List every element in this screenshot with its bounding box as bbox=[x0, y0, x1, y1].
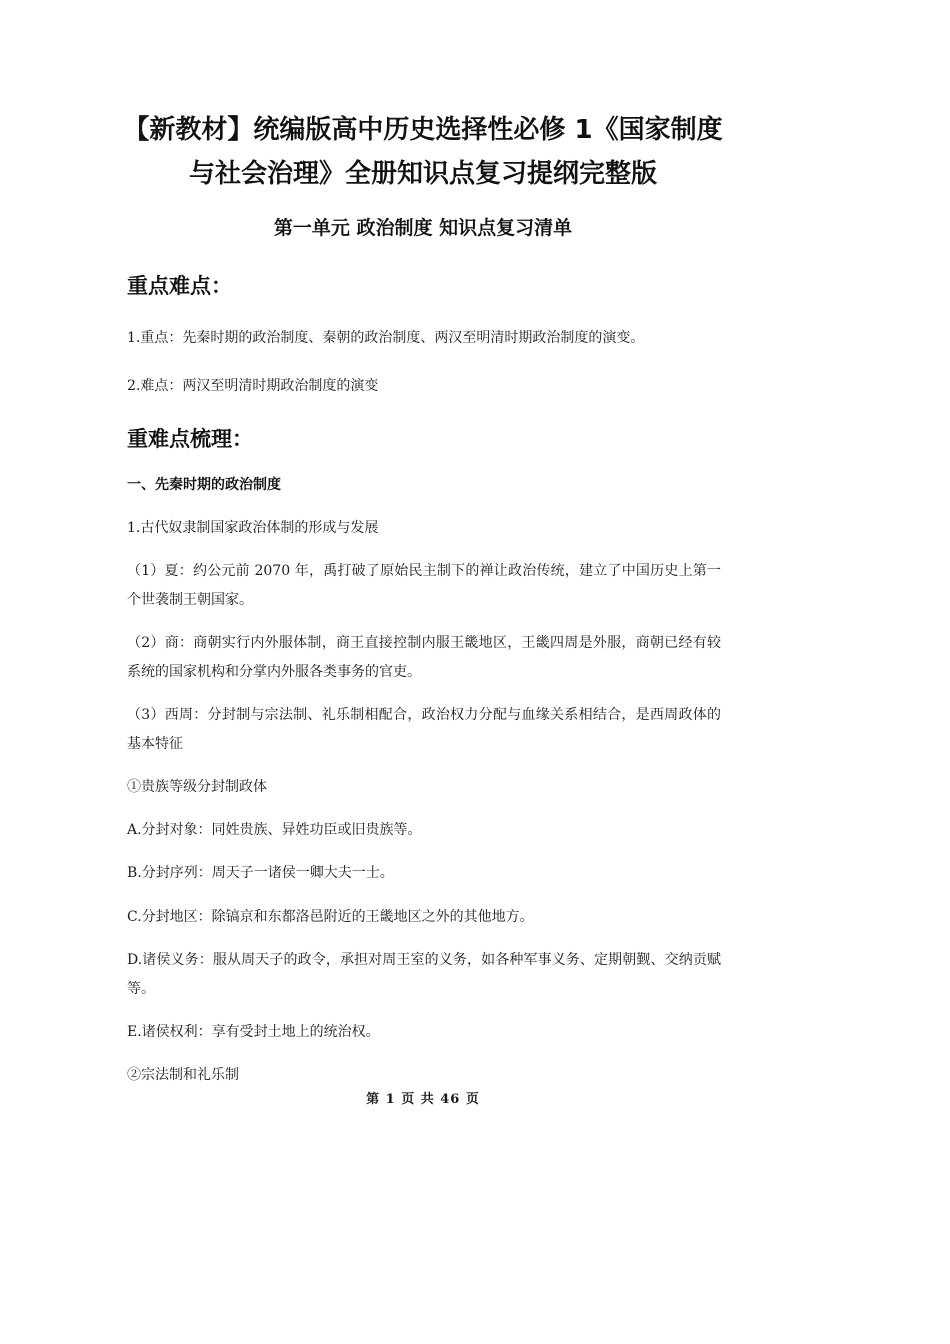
paragraph: （3）西周：分封制与宗法制、礼乐制相配合，政治权力分配与血缘关系相结合，是西周政体的基本特征 bbox=[127, 707, 721, 752]
page-footer: 第 1 页 共 46 页 bbox=[366, 1092, 480, 1107]
paragraph: B.分封序列：周天子一诸侯一卿大夫一士。 bbox=[127, 865, 394, 881]
document-title: 【新教材】统编版高中历史选择性必修 1《国家制度与社会治理》全册知识点复习提纲完整版 bbox=[123, 115, 723, 189]
key-point-item: 1.重点：先秦时期的政治制度、秦朝的政治制度、两汉至明清时期政治制度的演变。 bbox=[127, 330, 645, 346]
paragraph: （2）商：商朝实行内外服体制，商王直接控制内服王畿地区，王畿四周是外服，商朝已经有较系统的国家机构和分掌内外服各类事务的官吏。 bbox=[127, 635, 721, 680]
paragraph: D.诸侯义务：服从周天子的政令，承担对周王室的义务，如各种军事义务、定期朝觐、交纳贡赋等。 bbox=[127, 952, 721, 997]
paragraph: C.分封地区：除镐京和东都洛邑附近的王畿地区之外的其他地方。 bbox=[127, 909, 534, 925]
key-point-item: 2.难点：两汉至明清时期政治制度的演变 bbox=[127, 378, 379, 394]
paragraph: ②宗法制和礼乐制 bbox=[127, 1067, 239, 1083]
section-subheading: 一、先秦时期的政治制度 bbox=[127, 477, 281, 493]
review-heading: 重难点梳理： bbox=[127, 427, 253, 451]
paragraph: ①贵族等级分封制政体 bbox=[127, 779, 267, 795]
key-points-heading: 重点难点： bbox=[127, 274, 232, 298]
paragraph: E.诸侯权利：享有受封土地上的统治权。 bbox=[127, 1024, 380, 1040]
paragraph: A.分封对象：同姓贵族、异姓功臣或旧贵族等。 bbox=[127, 822, 422, 838]
paragraph: （1）夏：约公元前 2070 年，禹打破了原始民主制下的禅让政治传统，建立了中国历史上第一个世袭制王朝国家。 bbox=[127, 563, 721, 608]
unit-title: 第一单元 政治制度 知识点复习清单 bbox=[273, 217, 573, 239]
paragraph: 1.古代奴隶制国家政治体制的形成与发展 bbox=[127, 520, 379, 536]
